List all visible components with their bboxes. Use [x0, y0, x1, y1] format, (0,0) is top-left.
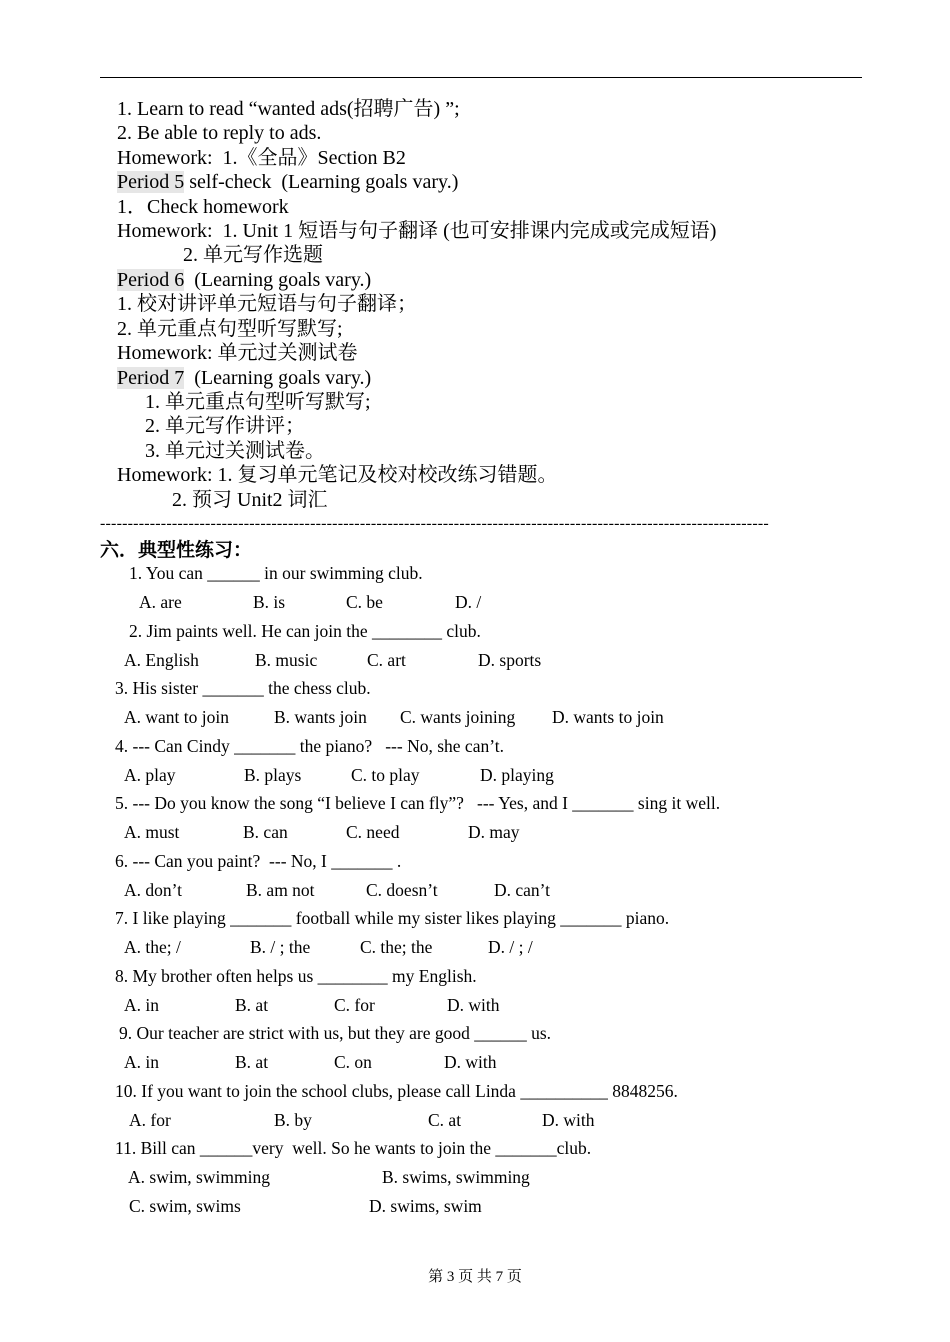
- option: D. can’t: [494, 880, 551, 900]
- plan-line: 2. 预习 Unit2 词汇: [172, 489, 328, 511]
- option: D. wants to join: [552, 707, 664, 727]
- plan-line: 2. Be able to reply to ads.: [117, 122, 322, 144]
- option: C. doesn’t: [366, 880, 438, 900]
- plan-line: 1. 单元重点句型听写默写;: [145, 391, 371, 413]
- plan-line: 2. 单元写作选题: [183, 244, 323, 266]
- plan-line: 3. 单元过关测试卷。: [145, 440, 325, 462]
- option: A. play: [124, 765, 176, 785]
- plan-line: Homework: 1. 复习单元笔记及校对校改练习错题。: [117, 464, 558, 486]
- option: D. sports: [478, 650, 542, 670]
- option: C. the; the: [360, 937, 433, 957]
- period-heading: Period 7 (Learning goals vary.): [117, 367, 372, 389]
- plan-line: 1. 校对讲评单元短语与句子翻译；: [117, 293, 417, 315]
- option: C. art: [367, 650, 406, 670]
- question-text: 9. Our teacher are strict with us, but they are good ______ us.: [119, 1023, 552, 1043]
- section-title: 六．典型性练习：: [100, 539, 253, 561]
- option: D. /: [455, 592, 482, 612]
- option: D. may: [468, 822, 520, 842]
- plan-line: Homework: 1. Unit 1 短语与句子翻译 (也可安排课内完成或完成短语): [117, 220, 717, 242]
- option: A. the; /: [124, 937, 181, 957]
- option: A. don’t: [124, 880, 183, 900]
- plan-line: 2. 单元重点句型听写默写;: [117, 318, 343, 340]
- option: A. want to join: [124, 707, 229, 727]
- plan-line: Homework: 单元过关测试卷: [117, 342, 358, 364]
- question-text: 10. If you want to join the school clubs, please call Linda __________ 8848256.: [115, 1081, 678, 1101]
- option: C. at: [428, 1110, 462, 1130]
- question-text: 5. --- Do you know the song “I believe I can fly”? --- Yes, and I _______ sing it well.: [115, 793, 721, 813]
- period-label: Period 7: [117, 367, 185, 389]
- option: B. at: [235, 1052, 269, 1072]
- option: B. at: [235, 995, 269, 1015]
- period-heading: Period 5 self-check (Learning goals vary.): [117, 171, 459, 193]
- option: A. are: [139, 592, 182, 612]
- option: A. swim, swimming: [128, 1167, 270, 1187]
- option: C. for: [334, 995, 375, 1015]
- question-text: 8. My brother often helps us ________ my English.: [115, 966, 477, 986]
- period-label: Period 6: [117, 269, 185, 291]
- page-footer: 第 3 页 共 7 页: [428, 1269, 522, 1285]
- option: D. / ; /: [488, 937, 533, 957]
- dashed-divider: -------------------------------------------------------------------------------------------------------------------------: [100, 515, 769, 532]
- option: A. in: [124, 1052, 159, 1072]
- option: B. is: [253, 592, 286, 612]
- question-text: 2. Jim paints well. He can join the ________ club.: [129, 621, 481, 641]
- question-text: 11. Bill can ______very well. So he wants to join the _______club.: [115, 1138, 592, 1158]
- option: D. with: [444, 1052, 497, 1072]
- question-text: 4. --- Can Cindy _______ the piano? --- No, she can’t.: [115, 736, 504, 756]
- option: B. wants join: [274, 707, 367, 727]
- period-heading: Period 6 (Learning goals vary.): [117, 269, 372, 291]
- option: B. am not: [246, 880, 315, 900]
- question-text: 7. I like playing _______ football while my sister likes playing _______ piano.: [115, 908, 670, 928]
- question-text: 1. You can ______ in our swimming club.: [129, 563, 423, 583]
- option: B. can: [243, 822, 288, 842]
- plan-line: 1．Check homework: [117, 196, 289, 218]
- option: A. in: [124, 995, 159, 1015]
- header-rule: [100, 77, 862, 78]
- option: D. swims, swim: [369, 1196, 482, 1216]
- option: B. by: [274, 1110, 312, 1130]
- plan-line: 2. 单元写作讲评；: [145, 415, 305, 437]
- option: B. swims, swimming: [382, 1167, 530, 1187]
- option: C. wants joining: [400, 707, 516, 727]
- option: B. music: [255, 650, 318, 670]
- option: C. on: [334, 1052, 372, 1072]
- option: C. need: [346, 822, 400, 842]
- option: A. must: [124, 822, 180, 842]
- option: D. with: [447, 995, 500, 1015]
- option: B. / ; the: [250, 937, 311, 957]
- question-text: 6. --- Can you paint? --- No, I _______ .: [115, 851, 402, 871]
- option: C. be: [346, 592, 383, 612]
- option: A. for: [129, 1110, 171, 1130]
- plan-line: 1. Learn to read “wanted ads(招聘广告) ”;: [117, 98, 460, 120]
- period-label: Period 5: [117, 171, 185, 193]
- option: B. plays: [244, 765, 302, 785]
- option: C. swim, swims: [129, 1196, 241, 1216]
- question-text: 3. His sister _______ the chess club.: [115, 678, 371, 698]
- option: D. playing: [480, 765, 554, 785]
- option: C. to play: [351, 765, 420, 785]
- option: D. with: [542, 1110, 595, 1130]
- option: A. English: [124, 650, 199, 670]
- plan-line: Homework: 1.《全品》Section B2: [117, 147, 406, 169]
